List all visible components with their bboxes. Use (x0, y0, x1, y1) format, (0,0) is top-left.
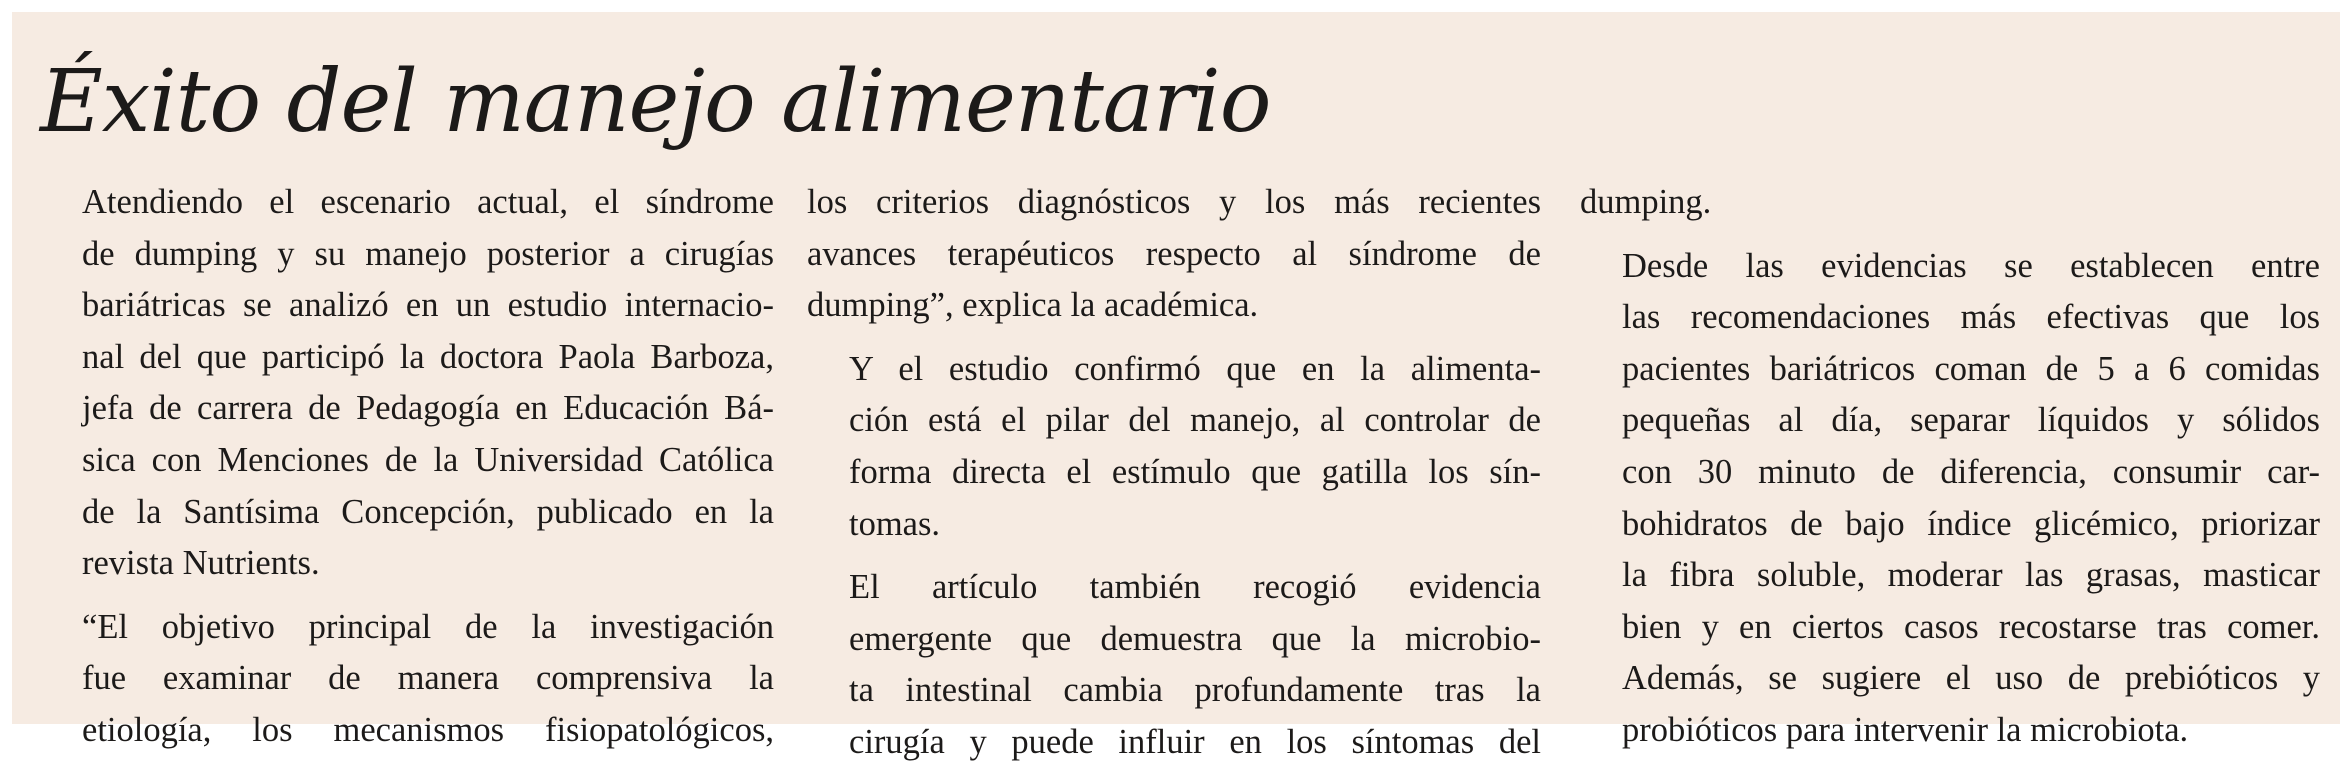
text-line: avances terapéuticos respecto al síndrome de (807, 234, 1541, 273)
text-line: El artículo también recogió evidencia (849, 568, 1541, 607)
paragraph (807, 562, 1541, 768)
text-line: Desde las evidencias se establecen entre (1622, 246, 2320, 285)
paragraph (40, 602, 774, 757)
paragraph (1580, 177, 2320, 229)
paragraph (1580, 241, 2320, 757)
text-line: emergente que demuestra que la microbio- (849, 619, 1541, 658)
text-line: probióticos para intervenir la microbiota. (1622, 710, 2189, 749)
text-line: ta intestinal cambia profundamente tras la (849, 671, 1541, 710)
text-line: de dumping y su manejo posterior a cirugías (82, 234, 774, 273)
text-line: nal del que participó la doctora Paola Barboza, (82, 337, 774, 376)
text-line: cirugía y puede influir en los síntomas del (849, 722, 1541, 761)
text-line: los criterios diagnósticos y los más recientes (807, 183, 1541, 221)
paragraph (40, 177, 774, 590)
text-line: pacientes bariátricos coman de 5 a 6 comidas (1622, 349, 2320, 388)
text-line: con 30 minuto de diferencia, consumir car- (1622, 452, 2320, 491)
article-column-3 (1580, 177, 2320, 769)
text-line: Atendiendo el escenario actual, el síndrome (82, 183, 774, 221)
article-column-2 (807, 177, 1541, 781)
text-line: dumping. (1580, 183, 1712, 221)
text-line: de la Santísima Concepción, publicado en la (82, 492, 774, 531)
text-line: dumping”, explica la académica. (807, 286, 1259, 325)
text-line: sica con Menciones de la Universidad Católica (82, 440, 774, 479)
text-line: tomas. (849, 504, 941, 543)
paragraph (807, 177, 1541, 332)
text-line: Además, se sugiere el uso de prebióticos y (1622, 659, 2320, 698)
paragraph (807, 344, 1541, 550)
text-line: fue examinar de manera comprensiva la (82, 659, 774, 698)
text-line: ción está el pilar del manejo, al controlar de (849, 401, 1541, 440)
text-line: revista Nutrients. (82, 544, 320, 583)
text-line: etiología, los mecanismos fisiopatológicos, (82, 710, 774, 749)
article-clipping (12, 12, 2340, 761)
text-line: Y el estudio confirmó que en la alimenta- (849, 349, 1541, 388)
text-line: pequeñas al día, separar líquidos y sólidos (1622, 401, 2320, 440)
article-column-1 (40, 177, 774, 769)
text-line: “El objetivo principal de la investigación (82, 607, 774, 646)
text-line: forma directa el estímulo que gatilla los sín- (849, 452, 1541, 491)
text-line: la fibra soluble, moderar las grasas, masticar (1622, 556, 2320, 595)
text-line: bariátricas se analizó en un estudio internacio- (82, 286, 774, 325)
text-line: bien y en ciertos casos recostarse tras comer. (1622, 607, 2320, 646)
text-line: bohidratos de bajo índice glicémico, priorizar (1622, 504, 2320, 543)
text-line: las recomendaciones más efectivas que los (1622, 298, 2320, 337)
text-line: jefa de carrera de Pedagogía en Educación Bá- (82, 389, 774, 428)
article-title: Éxito del manejo alimentario (40, 52, 1271, 152)
